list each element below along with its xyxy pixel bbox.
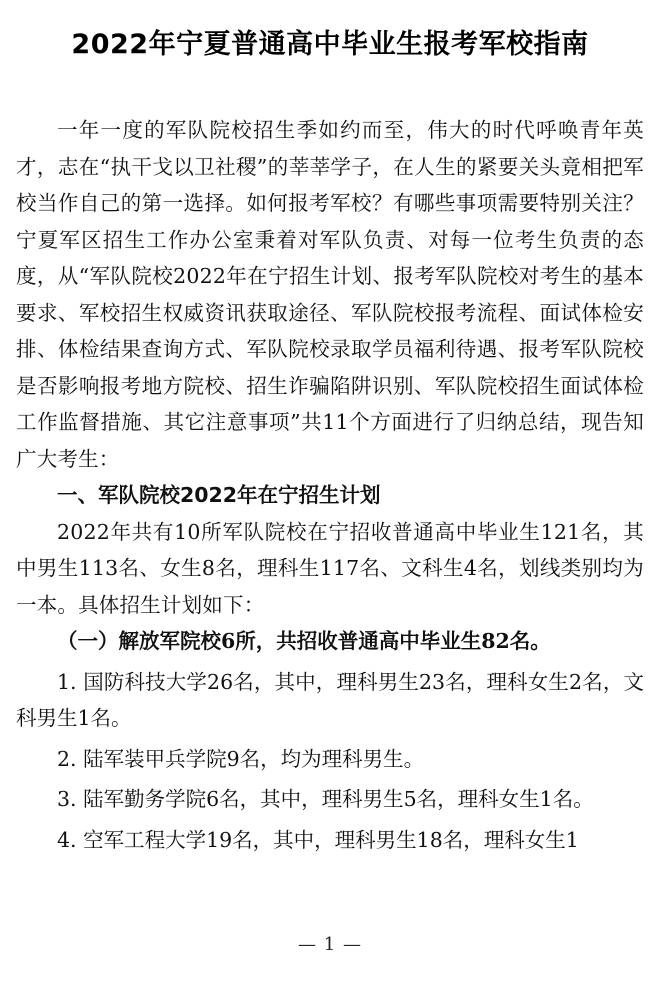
subsection-heading-1: （一）解放军院校6所，共招收普通高中毕业生82名。 xyxy=(57,629,551,653)
list-item: 1. 国防科技大学26名，其中，理科男生23名，理科女生2名，文科男生1名。 xyxy=(16,669,644,730)
section-heading-1: 一、军队院校2022年在宁招生计划 xyxy=(57,483,381,507)
list-item: 2. 陆军装甲兵学院9名，均为理科男生。 xyxy=(57,746,425,771)
list-item: 3. 陆军勤务学院6名，其中，理科男生5名，理科女生1名。 xyxy=(57,787,594,811)
document-body xyxy=(16,112,644,858)
intro-paragraph: 一年一度的军队院校招生季如约而至，伟大的时代呼唤青年英才，志在“执干戈以卫社稷”的莘莘学子，在人生的紧要关头竟相把军校当作自己的第一选择。如何报考军校？有哪些事项需要特别关注？宁夏军区招生工作办公室秉着对军队负责、对每一位考生负责的态度，从“军队院校2022年在宁招生计划、报考军队院校对考生的基本要求、军校招生权威资讯获取途径、军队院校报考流程、面试体检安排、体检结果查询方式、军队院校录取学员福利待遇、报考军队院校是否影响报考地方院校、招生诈骗陷阱识别、军队院校招生面试体检工作监督措施、其它注意事项”共11个方面进行了归纳总结，现告知广大考生： xyxy=(16,118,644,471)
page-number: — 1 — xyxy=(298,934,362,955)
document-title: 2022年宁夏普通高中毕业生报考军校指南 xyxy=(71,29,589,60)
list-item: 4. 空军工程大学19名，其中，理科男生18名，理科女生1 xyxy=(57,827,579,852)
section-1-paragraph: 2022年共有10所军队院校在宁招收普通高中毕业生121名，其中男生113名、女生8名，理科生117名、文科生4名，划线类别均为一本。具体招生计划如下： xyxy=(16,519,644,617)
